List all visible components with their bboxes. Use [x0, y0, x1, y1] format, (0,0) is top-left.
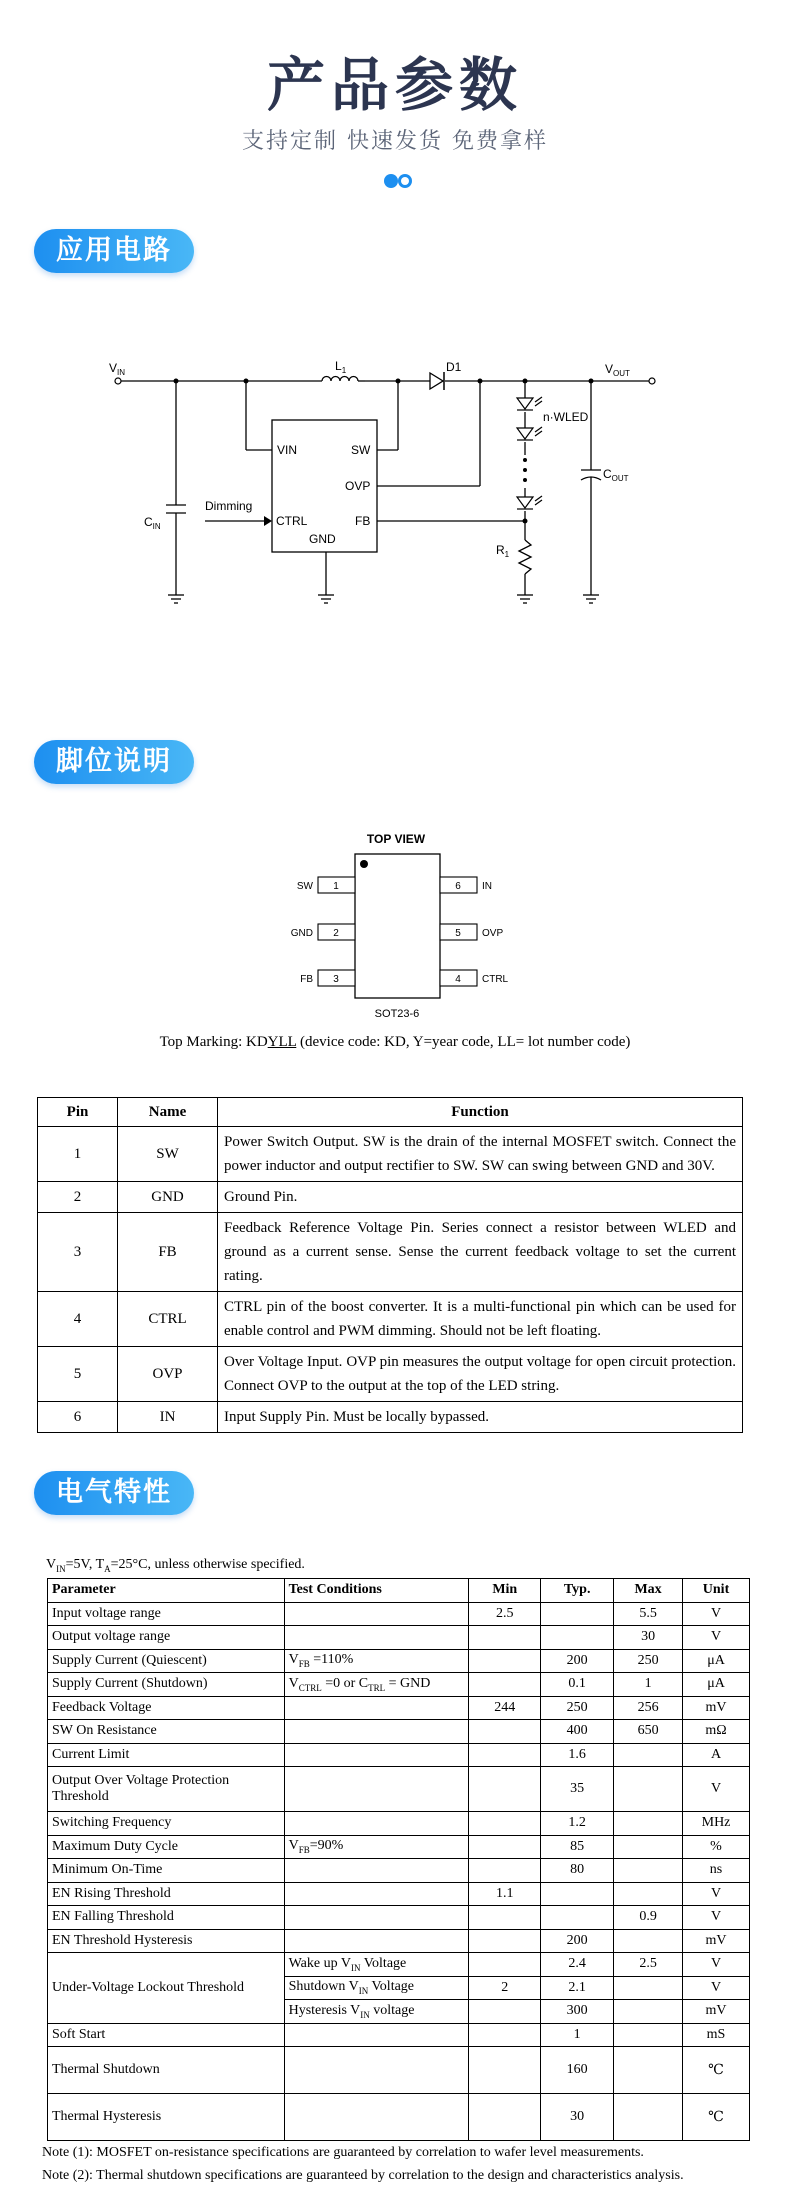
parameter-cell: Minimum On-Time [48, 1859, 285, 1883]
min-cell [469, 2047, 541, 2094]
min-cell [469, 2023, 541, 2047]
unit-cell: ℃ [683, 2047, 750, 2094]
condition-cell [284, 2047, 469, 2094]
cout-label-sub: OUT [611, 474, 629, 483]
max-cell [614, 1812, 683, 1836]
table-row [38, 1347, 743, 1402]
max-cell: 650 [614, 1720, 683, 1744]
parameter-cell: Thermal Shutdown [48, 2047, 285, 2094]
pin-num-3: 3 [333, 974, 339, 985]
min-cell [469, 1929, 541, 1953]
th-unit: Unit [683, 1579, 750, 1603]
condition-cell [284, 1929, 469, 1953]
vout-label: V [605, 362, 614, 376]
parameter-cell: Maximum Duty Cycle [48, 1835, 285, 1859]
min-cell [469, 1649, 541, 1673]
marking-prefix: Top Marking: KD [159, 1034, 268, 1050]
note-1: Note (1): MOSFET on-resistance specifications are guaranteed by correlation to wafer level measurements. [42, 2145, 644, 2160]
parameter-cell: Under-Voltage Lockout Threshold [48, 1953, 285, 2024]
table-row [48, 1649, 750, 1673]
page-title: 产品参数 [266, 51, 523, 119]
table-row [48, 1626, 750, 1650]
condition-cell [284, 1812, 469, 1836]
typ-cell: 1 [541, 2023, 614, 2047]
unit-cell: ℃ [683, 2094, 750, 2141]
unit-cell: V [683, 1953, 750, 1977]
parameter-cell: Supply Current (Shutdown) [48, 1673, 285, 1697]
typ-cell: 2.1 [541, 1976, 614, 2000]
function-cell: Feedback Reference Voltage Pin. Series connect a resistor between WLED and ground as a current sense. Sense the current feedback voltage to set the current rating. [218, 1213, 743, 1292]
pin-cell: 1 [38, 1127, 118, 1182]
table-row [48, 1767, 750, 1812]
section-app-circuit: 应用电路 [34, 229, 194, 273]
marking-suffix: (device code: KD, Y=year code, LL= lot number code) [296, 1034, 631, 1050]
pin-num-4: 4 [455, 974, 461, 985]
condition-cell [284, 1859, 469, 1883]
max-cell: 256 [614, 1696, 683, 1720]
pinout-diagram [0, 820, 790, 1030]
th-test-conditions: Test Conditions [284, 1579, 469, 1603]
typ-cell: 1.2 [541, 1812, 614, 1836]
function-cell: Over Voltage Input. OVP pin measures the output voltage for open circuit protection. Connect OVP to the output at the top of the LED string. [218, 1347, 743, 1402]
pin-name-fb: FB [300, 974, 313, 985]
parameter-cell: SW On Resistance [48, 1720, 285, 1744]
function-cell: Input Supply Pin. Must be locally bypassed. [218, 1402, 743, 1433]
min-cell: 244 [469, 1696, 541, 1720]
th-typ: Typ. [541, 1579, 614, 1603]
cond-t-sub: A [104, 1563, 111, 1574]
typ-cell [541, 1906, 614, 1930]
typ-cell: 35 [541, 1767, 614, 1812]
unit-cell: V [683, 1767, 750, 1812]
unit-cell: A [683, 1743, 750, 1767]
dots-decoration [382, 172, 416, 190]
pin-name-in: IN [482, 881, 492, 892]
max-cell: 250 [614, 1649, 683, 1673]
table-row [48, 1929, 750, 1953]
function-cell: Power Switch Output. SW is the drain of the internal MOSFET switch. Connect the power inductor and output rectifier to SW. SW can swing between GND and 30V. [218, 1127, 743, 1182]
pin-name-sw: SW [296, 881, 313, 892]
marking-code: YLL [267, 1034, 297, 1050]
unit-cell: ns [683, 1859, 750, 1883]
condition-cell: Wake up $V_{IN}$ Voltage [284, 1953, 469, 1977]
max-cell: 1 [614, 1673, 683, 1697]
d1-label: D1 [446, 360, 462, 374]
pin-cell: 3 [38, 1213, 118, 1292]
max-cell: 5.5 [614, 1602, 683, 1626]
cout-label: C [603, 467, 612, 481]
condition-cell [284, 1882, 469, 1906]
ic-pin-vin: VIN [277, 443, 298, 457]
parameter-cell: EN Threshold Hysteresis [48, 1929, 285, 1953]
min-cell: 2 [469, 1976, 541, 2000]
function-cell: CTRL pin of the boost converter. It is a multi-functional pin which can be used for enable control and PWM dimming. Should not be left floating. [218, 1292, 743, 1347]
unit-cell: mV [683, 2000, 750, 2024]
table-row [38, 1213, 743, 1292]
parameter-cell: EN Falling Threshold [48, 1906, 285, 1930]
max-cell [614, 1835, 683, 1859]
max-cell [614, 2023, 683, 2047]
typ-cell: 300 [541, 2000, 614, 2024]
table-row [48, 2023, 750, 2047]
parameter-cell: Input voltage range [48, 1602, 285, 1626]
unit-cell: V [683, 1602, 750, 1626]
min-cell [469, 2000, 541, 2024]
unit-cell: V [683, 1882, 750, 1906]
min-cell [469, 2094, 541, 2141]
condition-cell [284, 1767, 469, 1812]
parameter-cell: Thermal Hysteresis [48, 2094, 285, 2141]
condition-cell: Shutdown $V_{IN}$ Voltage [284, 1976, 469, 2000]
max-cell [614, 2000, 683, 2024]
vout-label-sub: OUT [613, 369, 630, 378]
unit-cell: mV [683, 1929, 750, 1953]
table-row [48, 1743, 750, 1767]
min-cell [469, 1743, 541, 1767]
pin-name-ovp: OVP [482, 928, 504, 939]
typ-cell: 80 [541, 1859, 614, 1883]
th-name: Name [118, 1098, 218, 1127]
pin-cell: 2 [38, 1182, 118, 1213]
table-header-row [48, 1579, 750, 1603]
min-cell [469, 1953, 541, 1977]
parameter-cell: Supply Current (Quiescent) [48, 1649, 285, 1673]
svg-text:CIN [144, 515, 161, 531]
table-row [48, 1696, 750, 1720]
table-row [48, 1812, 750, 1836]
parameter-cell: Output voltage range [48, 1626, 285, 1650]
table-row [48, 1882, 750, 1906]
typ-cell: 85 [541, 1835, 614, 1859]
condition-cell [284, 1626, 469, 1650]
th-pin: Pin [38, 1098, 118, 1127]
max-cell [614, 2094, 683, 2141]
cin-label: C [144, 515, 153, 529]
typ-cell: 400 [541, 1720, 614, 1744]
unit-cell: μA [683, 1649, 750, 1673]
max-cell [614, 1882, 683, 1906]
name-cell: CTRL [118, 1292, 218, 1347]
max-cell [614, 1767, 683, 1812]
page-subtitle: 支持定制 快速发货 免费拿样 [242, 129, 548, 154]
unit-cell: V [683, 1976, 750, 2000]
cin-label-sub: IN [152, 522, 161, 531]
typ-cell: 2.4 [541, 1953, 614, 1977]
nwled-label: n·WLED [543, 410, 589, 424]
condition-cell [284, 2023, 469, 2047]
unit-cell: μA [683, 1673, 750, 1697]
pin-num-5: 5 [455, 928, 461, 939]
condition-cell [284, 2094, 469, 2141]
th-function: Function [218, 1098, 743, 1127]
table-row [48, 1673, 750, 1697]
table-header-row [38, 1098, 743, 1127]
vin-label-sub: IN [117, 368, 126, 377]
notes [42, 2141, 684, 2187]
condition-cell: $V_{CTRL} =0$ or $C_{TRL}$ = GND [284, 1673, 469, 1697]
electrical-table [47, 1578, 750, 2141]
pin-num-6: 6 [455, 881, 461, 892]
svg-text:COUT [603, 467, 629, 483]
min-cell [469, 1835, 541, 1859]
table-row [38, 1182, 743, 1213]
parameter-cell: EN Rising Threshold [48, 1882, 285, 1906]
th-parameter: Parameter [48, 1579, 285, 1603]
min-cell [469, 1720, 541, 1744]
max-cell: 30 [614, 1626, 683, 1650]
r1-label-sub: 1 [504, 550, 510, 559]
parameter-cell: Feedback Voltage [48, 1696, 285, 1720]
table-row [48, 1602, 750, 1626]
min-cell [469, 1859, 541, 1883]
svg-text:L1 [335, 359, 347, 375]
parameter-cell: Output Over Voltage Protection Threshold [48, 1767, 285, 1812]
table-row [48, 1835, 750, 1859]
table-row [48, 1906, 750, 1930]
unit-cell: V [683, 1906, 750, 1930]
unit-cell: mV [683, 1696, 750, 1720]
name-cell: IN [118, 1402, 218, 1433]
cond-v-sub: IN [56, 1563, 66, 1574]
pin-cell: 5 [38, 1347, 118, 1402]
cond-end: =25°C, unless otherwise specified. [110, 1557, 305, 1572]
pin-name-gnd: GND [290, 928, 313, 939]
typ-cell: 30 [541, 2094, 614, 2141]
ic-pin-gnd: GND [309, 532, 336, 546]
ic-pin-fb: FB [355, 514, 371, 528]
parameter-cell: Switching Frequency [48, 1812, 285, 1836]
max-cell [614, 1929, 683, 1953]
table-row [48, 2047, 750, 2094]
condition-cell: $V_{FB} =110\%$ [284, 1649, 469, 1673]
package-label: SOT23-6 [374, 1008, 420, 1020]
table-row [48, 1859, 750, 1883]
application-circuit [0, 350, 790, 620]
table-row [38, 1402, 743, 1433]
section-pin-desc: 脚位说明 [34, 740, 194, 784]
min-cell: 1.1 [469, 1882, 541, 1906]
min-cell [469, 1906, 541, 1930]
name-cell: GND [118, 1182, 218, 1213]
unit-cell: mS [683, 2023, 750, 2047]
min-cell: 2.5 [469, 1602, 541, 1626]
l1-label: L [335, 359, 342, 373]
typ-cell [541, 1882, 614, 1906]
pinout-title: TOP VIEW [366, 832, 426, 846]
typ-cell: 1.6 [541, 1743, 614, 1767]
max-cell [614, 1743, 683, 1767]
typ-cell: 160 [541, 2047, 614, 2094]
table-row [48, 1953, 750, 1977]
note-2: Note (2): Thermal shutdown specifications are guaranteed by correlation to the design and characteristics analysis. [42, 2168, 684, 2183]
max-cell [614, 2047, 683, 2094]
table-row [48, 1720, 750, 1744]
unit-cell: mΩ [683, 1720, 750, 1744]
condition-cell [284, 1696, 469, 1720]
table-row [38, 1292, 743, 1347]
ic-pin-ovp: OVP [345, 479, 371, 493]
ec-conditions [46, 1557, 305, 1574]
min-cell [469, 1767, 541, 1812]
min-cell [469, 1673, 541, 1697]
condition-cell: Hysteresis $V_{IN}$ voltage [284, 2000, 469, 2024]
function-cell: Ground Pin. [218, 1182, 743, 1213]
min-cell [469, 1812, 541, 1836]
svg-text:VOUT [605, 362, 630, 378]
cond-mid: =5V, T [65, 1557, 105, 1572]
parameter-cell: Soft Start [48, 2023, 285, 2047]
table-row [38, 1127, 743, 1182]
top-marking [0, 1034, 790, 1051]
condition-cell [284, 1720, 469, 1744]
max-cell [614, 1859, 683, 1883]
section-electrical: 电气特性 [34, 1471, 194, 1515]
unit-cell: V [683, 1626, 750, 1650]
pin-num-2: 2 [333, 928, 339, 939]
typ-cell [541, 1602, 614, 1626]
th-max: Max [614, 1579, 683, 1603]
typ-cell: 200 [541, 1649, 614, 1673]
pin-num-1: 1 [333, 881, 339, 892]
ic-pin-sw: SW [351, 443, 371, 457]
l1-label-sub: 1 [341, 366, 347, 375]
typ-cell: 0.1 [541, 1673, 614, 1697]
ic-pin-ctrl: CTRL [276, 514, 308, 528]
pin-table [37, 1097, 743, 1433]
max-cell [614, 1976, 683, 2000]
vin-label: V [109, 361, 118, 375]
unit-cell: MHz [683, 1812, 750, 1836]
name-cell: FB [118, 1213, 218, 1292]
typ-cell: 200 [541, 1929, 614, 1953]
cond-v: V [46, 1557, 57, 1572]
name-cell: SW [118, 1127, 218, 1182]
electrical-table-body [48, 1602, 750, 2141]
th-min: Min [469, 1579, 541, 1603]
condition-cell: $V_{FB}=90\%$ [284, 1835, 469, 1859]
parameter-cell: Current Limit [48, 1743, 285, 1767]
condition-cell [284, 1906, 469, 1930]
name-cell: OVP [118, 1347, 218, 1402]
svg-text:R1 [496, 543, 510, 559]
svg-text:VIN [109, 361, 125, 377]
max-cell: 2.5 [614, 1953, 683, 1977]
pin-cell: 4 [38, 1292, 118, 1347]
pin-name-ctrl: CTRL [482, 974, 509, 985]
condition-cell [284, 1602, 469, 1626]
r1-label: R [496, 543, 505, 557]
condition-cell [284, 1743, 469, 1767]
pin-cell: 6 [38, 1402, 118, 1433]
typ-cell: 250 [541, 1696, 614, 1720]
dimming-label: Dimming [205, 499, 253, 513]
min-cell [469, 1626, 541, 1650]
typ-cell [541, 1626, 614, 1650]
max-cell: 0.9 [614, 1906, 683, 1930]
table-row [48, 2094, 750, 2141]
unit-cell: % [683, 1835, 750, 1859]
